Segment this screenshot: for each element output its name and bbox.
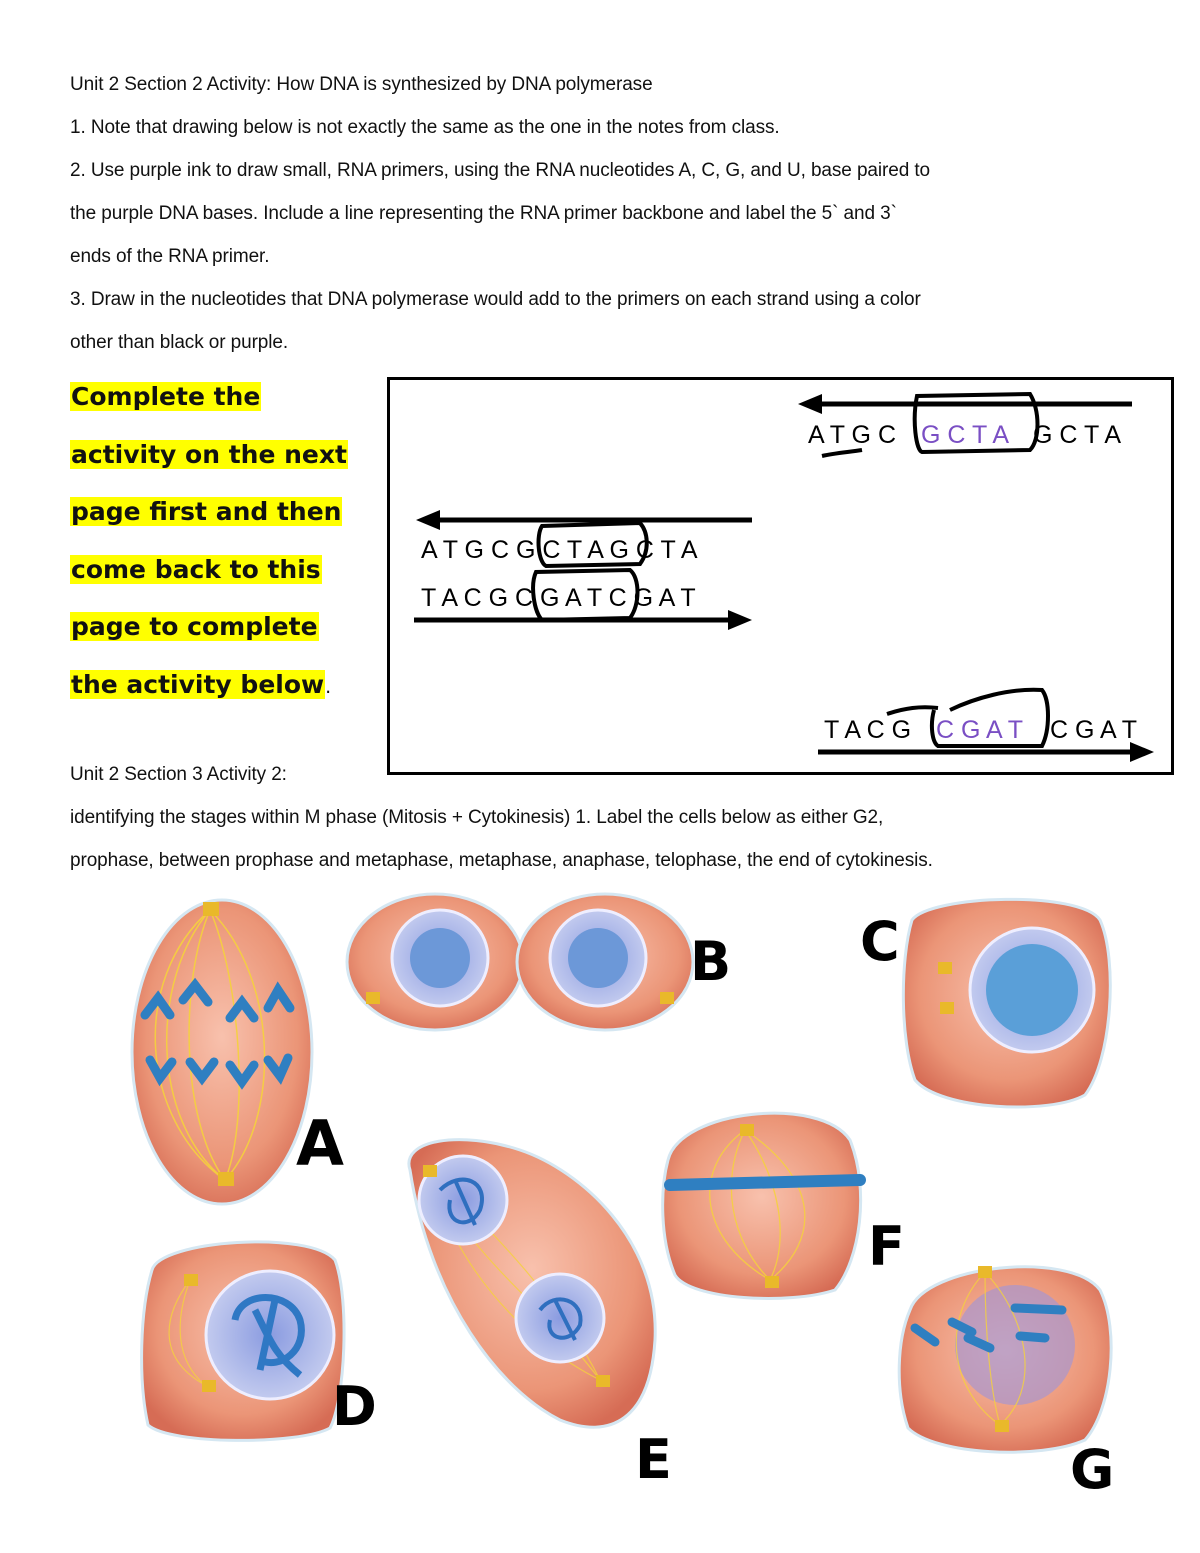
- section3-instruction-line-1: identifying the stages within M phase (Mitosis + Cytokinesis) 1. Label the cells below as either G2,: [70, 807, 884, 828]
- top-right-seq-purple: G C T A: [921, 421, 1010, 449]
- highlight-line-4: come back to this: [71, 554, 321, 584]
- cell-d: [142, 1242, 344, 1441]
- cell-g: [899, 1266, 1111, 1452]
- top-right-arrowhead: [798, 394, 822, 414]
- mitosis-cells-illustration: [0, 880, 1200, 1500]
- highlight-line-3: page first and then: [71, 497, 342, 526]
- left-top-arrowhead: [416, 510, 440, 530]
- cell-f: [663, 1113, 861, 1298]
- bottom-right-seq-after: C G A T: [1050, 716, 1138, 744]
- instruction-step-3-line-2: other than black or purple.: [70, 332, 289, 353]
- bottom-right-seq-purple: C G A T: [936, 716, 1024, 744]
- top-right-strand: [798, 394, 1132, 456]
- instruction-step-1: 1. Note that drawing below is not exactly the same as the one in the notes from class.: [70, 117, 780, 138]
- bottom-right-arrowhead: [1130, 742, 1154, 762]
- centrosome-top-a: [203, 902, 219, 916]
- label-a: A: [296, 1107, 344, 1180]
- label-c: C: [860, 910, 900, 973]
- left-top-seq: A T G C G C T A G C T A: [421, 536, 698, 564]
- bottom-right-seq-before: T A C G: [824, 716, 912, 744]
- instruction-step-2-line-2: the purple DNA bases. Include a line representing the RNA primer backbone and label the 5` and 3`: [70, 203, 897, 224]
- highlight-line-2: activity on the next: [71, 439, 347, 469]
- cell-b: [347, 894, 693, 1030]
- section3-title: Unit 2 Section 3 Activity 2:: [70, 764, 287, 785]
- section3-instruction-line-2: prophase, between prophase and metaphase, metaphase, anaphase, telophase, the end of cytokinesis.: [70, 850, 933, 871]
- highlight-line-6: the activity below: [71, 669, 325, 699]
- bottom-right-handdrawn-dash: [887, 707, 938, 714]
- left-bottom-seq: T A C G C G A T C G A T: [421, 584, 696, 612]
- cell-c: [903, 899, 1110, 1107]
- left-strands: [414, 510, 752, 630]
- dna-replication-diagram: [387, 377, 1174, 775]
- top-right-handdrawn-dash: [822, 450, 862, 456]
- highlight-line-5: page to complete: [71, 612, 318, 641]
- label-g: G: [1070, 1438, 1115, 1500]
- label-d: D: [332, 1375, 377, 1438]
- highlighted-note: [70, 368, 370, 716]
- highlight-line-1: Complete the: [71, 382, 261, 411]
- label-b: B: [690, 930, 732, 993]
- page-title: Unit 2 Section 2 Activity: How DNA is synthesized by DNA polymerase: [70, 74, 653, 95]
- left-bottom-arrowhead: [728, 610, 752, 630]
- centrosome-bottom-a: [218, 1172, 234, 1186]
- instruction-step-2-line-1: 2. Use purple ink to draw small, RNA primers, using the RNA nucleotides A, C, G, and U, base paired to: [70, 160, 930, 181]
- label-f: F: [868, 1215, 905, 1278]
- instruction-step-2-line-3: ends of the RNA primer.: [70, 246, 270, 267]
- cell-a: [132, 900, 312, 1204]
- instruction-step-3-line-1: 3. Draw in the nucleotides that DNA polymerase would add to the primers on each strand using a color: [70, 289, 921, 310]
- top-right-seq-after: G C T A: [1033, 421, 1122, 449]
- bottom-right-strand: [818, 690, 1154, 762]
- label-e: E: [635, 1428, 672, 1491]
- top-right-seq-before: A T G C: [808, 421, 897, 449]
- cell-e: [409, 1140, 655, 1428]
- highlight-period: .: [325, 675, 332, 698]
